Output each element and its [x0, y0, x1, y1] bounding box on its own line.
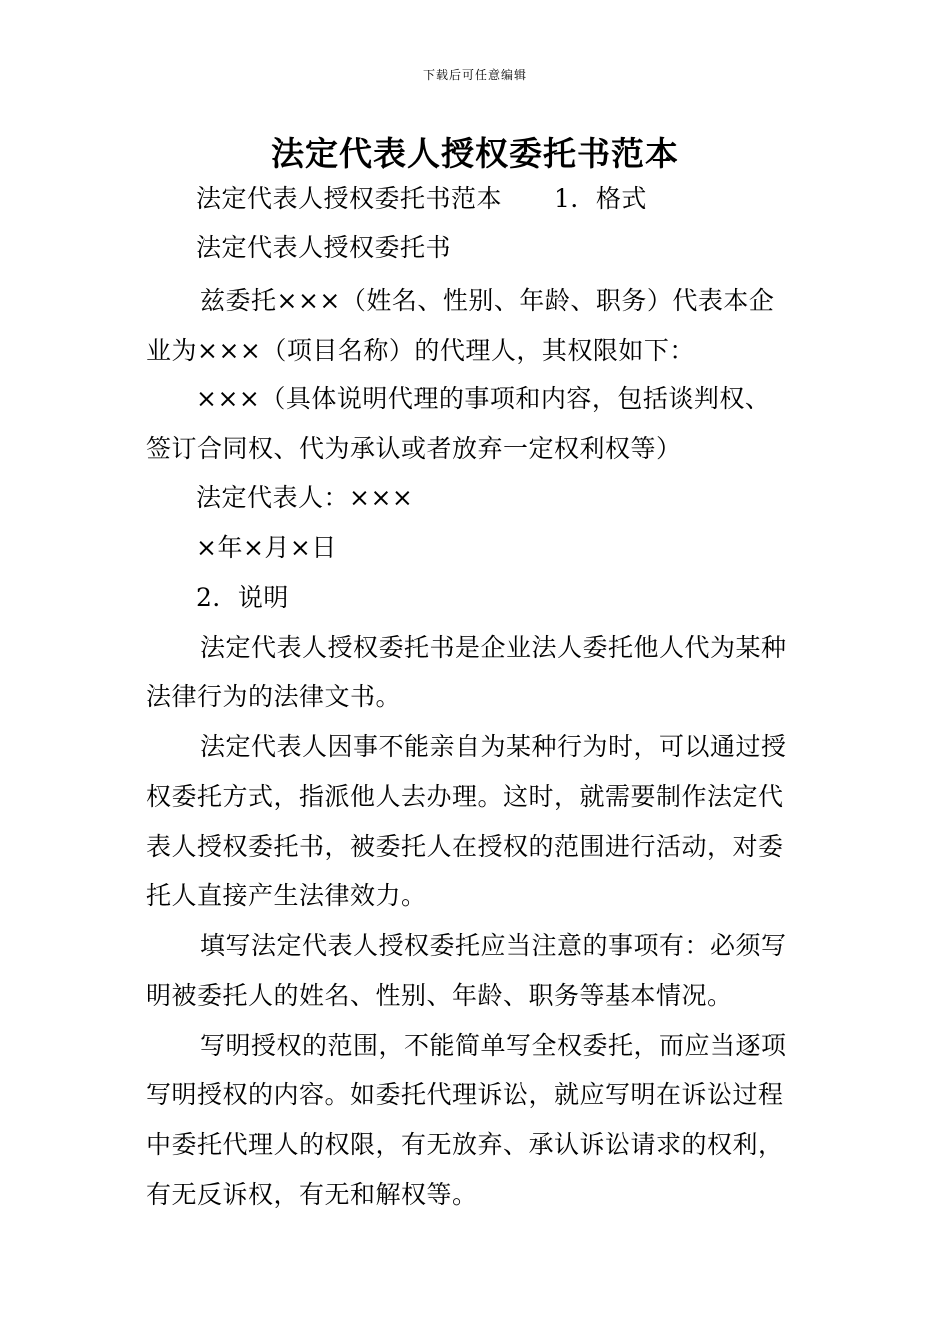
body-line: 兹委托×××（姓名、性别、年龄、职务）代表本企 [200, 286, 775, 315]
body-line: 权委托方式，指派他人去办理。这时，就需要制作法定代 [146, 782, 784, 811]
intro-right: 1．格式 [554, 184, 647, 213]
body-line: 表人授权委托书，被委托人在授权的范围进行活动，对委 [146, 832, 784, 861]
body-line: 法定代表人因事不能亲自为某种行为时，可以通过授 [200, 732, 787, 761]
body-line: 法律行为的法律文书。 [146, 682, 402, 711]
body-line: 明被委托人的姓名、性别、年龄、职务等基本情况。 [146, 981, 733, 1010]
body-line: 签订合同权、代为承认或者放弃一定权利权等） [146, 434, 682, 463]
body-line: 法定代表人授权委托书 [196, 233, 452, 262]
body-line: 中委托代理人的权限，有无放弃、承认诉讼请求的权利， [146, 1130, 784, 1159]
body-line: 法定代表人：××× [196, 483, 414, 512]
body-line: 托人直接产生法律效力。 [146, 881, 427, 910]
body-line: ×××（具体说明代理的事项和内容，包括谈判权、 [196, 384, 771, 413]
body-line: 法定代表人授权委托书是企业法人委托他人代为某种 [200, 633, 787, 662]
intro-line [196, 184, 647, 214]
intro-left: 法定代表人授权委托书范本 [196, 184, 503, 213]
body-line: 有无反诉权，有无和解权等。 [146, 1180, 478, 1209]
body-line: 填写法定代表人授权委托应当注意的事项有：必须写 [200, 931, 787, 960]
body-line: 业为×××（项目名称）的代理人，其权限如下： [146, 336, 695, 365]
document-title: 法定代表人授权委托书范本 [271, 134, 679, 173]
body-line: 2．说明 [196, 583, 289, 612]
body-line: ×年×月×日 [196, 533, 337, 562]
header-note: 下载后可任意编辑 [422, 68, 527, 82]
body-line: 写明授权的范围，不能简单写全权委托，而应当逐项 [200, 1031, 787, 1060]
body-line: 写明授权的内容。如委托代理诉讼，就应写明在诉讼过程 [146, 1080, 784, 1109]
